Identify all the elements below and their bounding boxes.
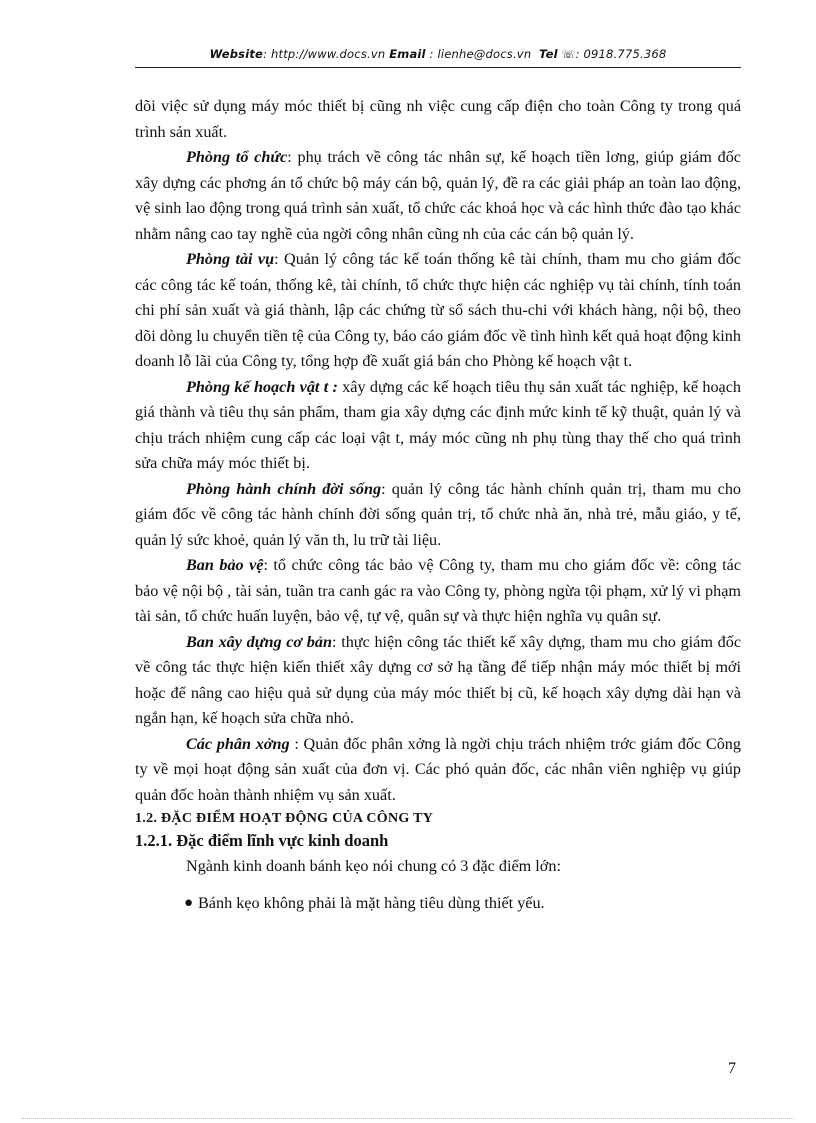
tel-value: : 0918.775.368 [575, 47, 667, 61]
section-heading: 1.2. ĐẶC ĐIỂM HOẠT ĐỘNG CỦA CÔNG TY [135, 811, 434, 826]
tel-label: Tel [539, 47, 558, 61]
paragraph-ban-xay-dung: Ban xây dựng cơ bản: thực hiện công tác thiết kế xây dựng, tham mu cho giám đốc về công tác thực hiện kiến thiết xây dựng cơ sở hạ tầng để tiếp nhận máy móc thiết bị mới hoặc để nâng cao hiệu quả sử dụng của máy móc thiết bị cũ, kế hoạch xây dựng dài hạn và ngắn hạn, kế hoạch sửa chữa nhỏ. [135, 632, 742, 727]
website-value: : http://www.docs.vn [263, 47, 386, 61]
bullet-icon: ● [184, 894, 194, 911]
bullet-text: Bánh kẹo không phải là mặt hàng tiêu dùng thiết yếu. [198, 893, 545, 912]
phone-icon: ☏ [561, 48, 576, 61]
page-number: 7 [728, 1060, 736, 1077]
footer-divider [22, 1118, 794, 1119]
paragraph-label: Phòng hành chính đời sống [186, 479, 382, 498]
paragraph-label: Phòng tài vụ [186, 250, 275, 268]
paragraph-label: Phòng kế hoạch vật t : [186, 377, 338, 396]
intro-text: Ngành kinh doanh bánh kẹo nói chung có 3 đặc điểm lớn: [186, 857, 561, 875]
paragraph-phong-tai-vu: Phòng tài vụ: Quản lý công tác kế toán thống kê tài chính, tham mu cho giám đốc các công tác kế toán, thống kê, tài chính, tổ chức thực hiện các nghiệp vụ tài chính, tính toán chi phí sản xuất và giá thành, lập các chứng từ sổ sách thu-chi với khách hàng, nội bộ, theo dõi dòng lu chuyển tiền tệ của Công ty, báo cáo giám đốc về tình hình kết quả hoạt động kinh doanh lỗ lãi của Công ty, tổng hợp đề xuất giá bán cho Phòng kế hoạch vật t. [135, 250, 741, 370]
paragraph-phan-xuong: Các phân xởng : Quản đốc phân xởng là ngời chịu trách nhiệm trớc giám đốc Công ty về mọi hoạt động sản xuất của đơn vị. Các phó quản đốc, các nhân viên nghiệp vụ giúp quản đốc hoàn thành nhiệm vụ sản xuất. [135, 734, 741, 804]
subsection-heading: 1.2.1. Đặc điểm lĩnh vực kinh doanh [135, 831, 389, 850]
paragraph-phong-ke-hoach: Phòng kế hoạch vật t : xây dựng các kế hoạch tiêu thụ sản xuất tác nghiệp, kế hoạch giá thành và tiêu thụ sản phẩm, tham gia xây dựng các định mức kinh tế kỹ thuật, quản lý và chịu trách nhiệm cung cấp các loại vật t, máy móc cũng nh phụ tùng thay thế cho quá trình sửa chữa máy móc thiết bị. [135, 377, 742, 472]
website-label: Website [209, 47, 264, 61]
paragraph-continuation: dõi việc sử dụng máy móc thiết bị cũng nh việc cung cấp điện cho toàn Công ty trong quá trình sản xuất. [135, 97, 741, 141]
email-label: Email [389, 47, 426, 61]
bullet-item [135, 891, 741, 917]
paragraph-label: Phòng tổ chức [186, 148, 288, 166]
paragraph-phong-hanh-chinh: Phòng hành chính đời sống: quản lý công tác hành chính quản trị, tham mu cho giám đốc về công tác hành chính đời sống quản trị, tổ chức nhà ăn, nhà trẻ, mẫu giáo, y tế, quản lý sức khoẻ, quản lý văn th, lu trữ tài liệu. [135, 479, 742, 549]
paragraph-phong-to-chuc: Phòng tổ chức: phụ trách về công tác nhân sự, kế hoạch tiền lơng, giúp giám đốc xây dựng các phơng án tổ chức bộ máy cán bộ, quản lý, đề ra các giải pháp an toàn lao động, vệ sinh lao động trong quá trình sản xuất, tổ chức các khoá học và các hình thức đào tạo khác nhằm nâng cao tay nghề của ngời công nhân cũng nh của các cán bộ quản lý. [135, 148, 741, 243]
page-header [135, 47, 741, 68]
email-value: : lienhe@docs.vn [425, 47, 532, 61]
paragraph-ban-bao-ve: Ban bảo vệ: tổ chức công tác bảo vệ Công ty, tham mu cho giám đốc về: công tác bảo vệ nội bộ , tài sản, tuần tra canh gác ra vào Công ty, phòng ngừa tội phạm, xử lý vi phạm tài sản, tổ chức huấn luyện, bảo vệ, tự vệ, quân sự và thực hiện nghĩa vụ quân sự. [135, 556, 742, 625]
paragraph-label: Ban bảo vệ [186, 556, 264, 574]
document-body [135, 94, 741, 916]
paragraph-label: Ban xây dựng cơ bản [186, 632, 333, 651]
paragraph-label: Các phân xởng [186, 734, 290, 753]
